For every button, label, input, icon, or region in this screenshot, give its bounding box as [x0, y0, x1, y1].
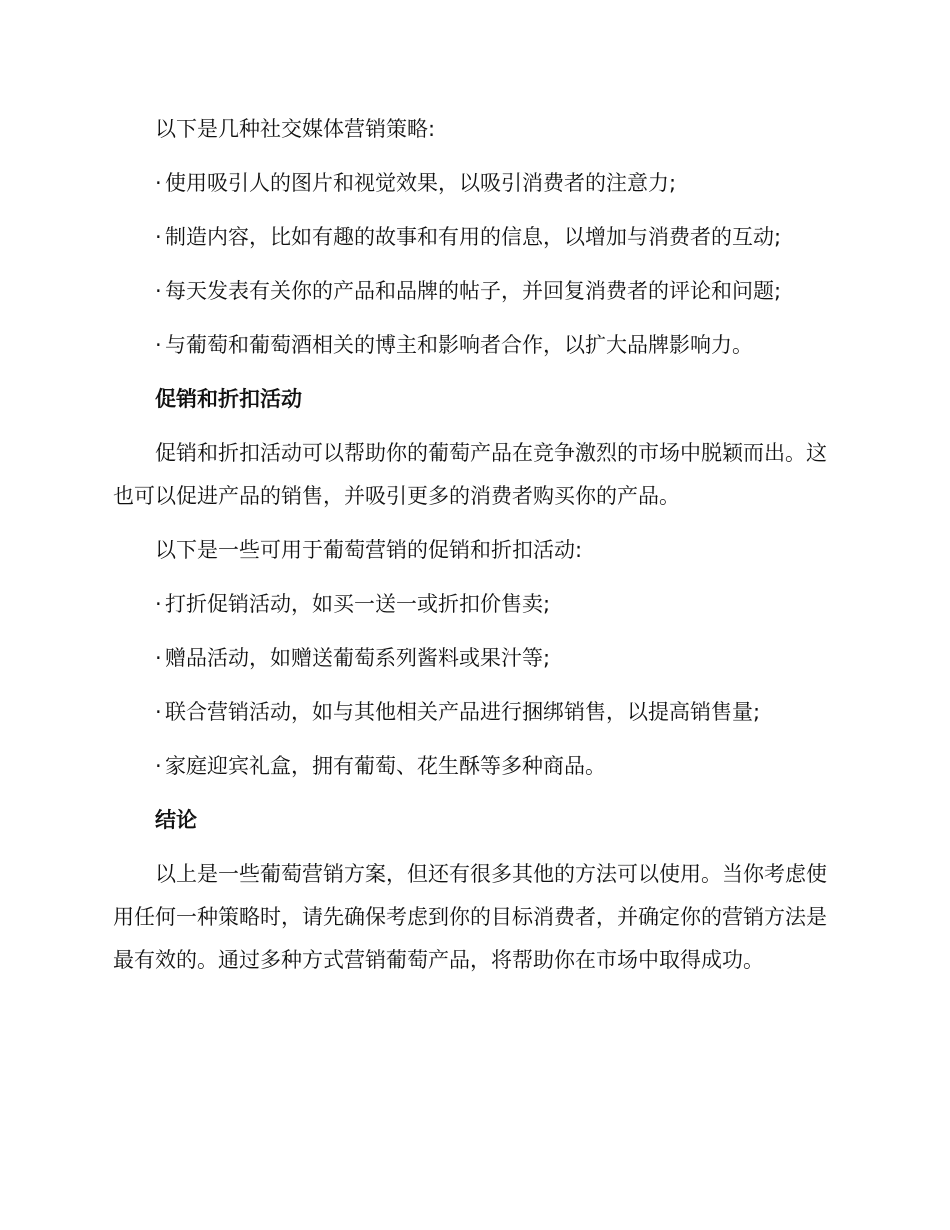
bullet-symbol: · — [155, 279, 162, 303]
list-item-text: 打折促销活动，如买一送一或折扣价售卖; — [165, 592, 551, 616]
list-item — [113, 324, 833, 367]
section-heading-conclusion: 结论 — [155, 808, 197, 832]
list-item — [113, 583, 833, 626]
bullet-symbol: · — [155, 225, 162, 249]
bullet-symbol: · — [155, 171, 162, 195]
list-item — [113, 691, 833, 734]
list-item — [113, 162, 833, 205]
list-item-text: 赠品活动，如赠送葡萄系列酱料或果汁等; — [165, 646, 551, 670]
promo-intro: 以下是一些可用于葡萄营销的促销和折扣活动: — [155, 538, 583, 562]
list-item — [113, 270, 833, 313]
bullet-symbol: · — [155, 333, 162, 357]
list-item — [113, 216, 833, 259]
list-item-text: 使用吸引人的图片和视觉效果，以吸引消费者的注意力; — [165, 171, 677, 195]
bullet-symbol: · — [155, 592, 162, 616]
bullet-symbol: · — [155, 700, 162, 724]
section-heading-promotions: 促销和折扣活动 — [155, 387, 302, 411]
list-item-text: 制造内容，比如有趣的故事和有用的信息，以增加与消费者的互动; — [165, 225, 782, 249]
promo-paragraph: 促销和折扣活动可以帮助你的葡萄产品在竞争激烈的市场中脱颖而出。这也可以促进产品的销售，并吸引更多的消费者购买你的产品。 — [113, 441, 827, 508]
list-item-text: 与葡萄和葡萄酒相关的博主和影响者合作，以扩大品牌影响力。 — [165, 333, 753, 357]
list-item-text: 联合营销活动，如与其他相关产品进行捆绑销售，以提高销售量; — [165, 700, 761, 724]
social-intro: 以下是几种社交媒体营销策略: — [155, 117, 436, 141]
document-body — [113, 108, 833, 993]
list-item-text: 每天发表有关你的产品和品牌的帖子，并回复消费者的评论和问题; — [165, 279, 782, 303]
list-item — [113, 745, 833, 788]
conclusion-paragraph: 以上是一些葡萄营销方案，但还有很多其他的方法可以使用。当你考虑使用任何一种策略时，请先确保考虑到你的目标消费者，并确定你的营销方法是最有效的。通过多种方式营销葡萄产品，将帮助你在市场中取得成功。 — [113, 862, 827, 972]
list-item-text: 家庭迎宾礼盒，拥有葡萄、花生酥等多种商品。 — [165, 754, 606, 778]
bullet-symbol: · — [155, 646, 162, 670]
bullet-symbol: · — [155, 754, 162, 778]
list-item — [113, 637, 833, 680]
